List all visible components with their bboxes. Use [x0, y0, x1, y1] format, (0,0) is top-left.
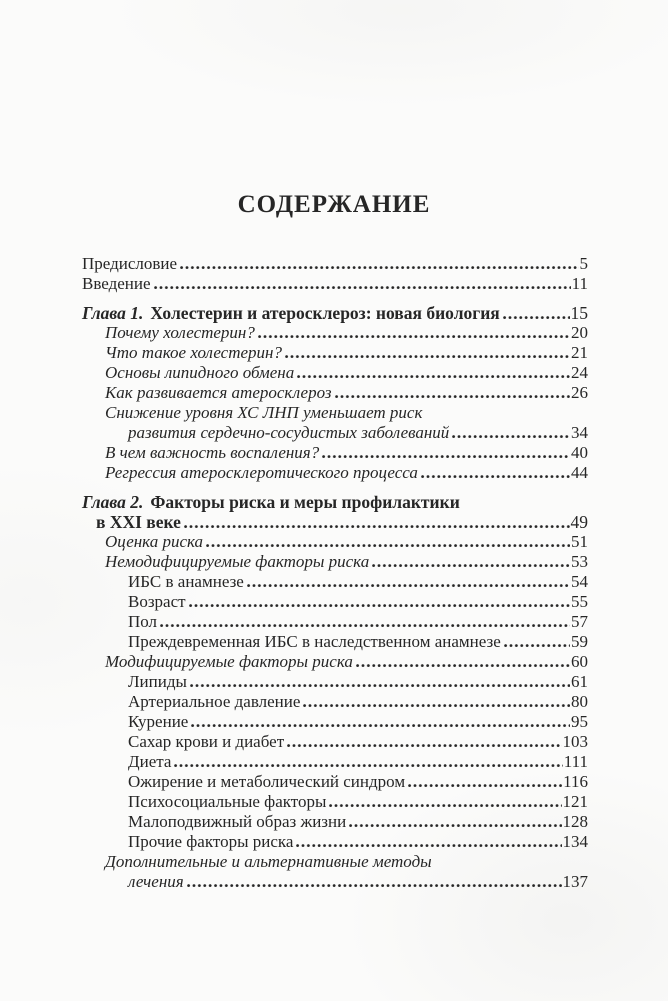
chapter-prefix: Глава 1. — [82, 303, 144, 323]
toc-entry — [82, 632, 588, 652]
page-number: 57 — [571, 612, 588, 631]
toc-row — [82, 463, 588, 483]
toc-row — [82, 512, 588, 532]
toc-row — [82, 423, 588, 443]
toc-row — [82, 303, 588, 323]
toc-row — [82, 752, 588, 772]
toc-row — [82, 832, 588, 852]
page-number: 55 — [571, 592, 588, 611]
toc-list — [82, 254, 588, 892]
toc-row — [82, 492, 588, 512]
entry-title: лечения — [128, 872, 184, 891]
dot-leader — [191, 723, 570, 727]
toc-row — [82, 532, 588, 552]
toc-row — [82, 692, 588, 712]
dot-leader — [187, 883, 562, 887]
toc-entry — [82, 612, 588, 632]
toc-entry — [82, 443, 588, 463]
toc-entry — [82, 383, 588, 403]
page-number: 54 — [571, 572, 588, 591]
entry-title: Основы липидного обмена — [105, 363, 295, 382]
toc-row — [82, 632, 588, 652]
toc-row — [82, 443, 588, 463]
toc-row — [82, 672, 588, 692]
chapter-prefix: Глава 2. — [82, 492, 144, 512]
toc-entry — [82, 403, 588, 443]
dot-leader — [160, 623, 570, 627]
entry-title: Артериальное давление — [128, 692, 301, 711]
toc-entry — [82, 592, 588, 612]
dot-leader — [335, 394, 570, 398]
toc-chapter-entry — [82, 492, 588, 532]
toc-entry — [82, 772, 588, 792]
dot-leader — [247, 583, 570, 587]
page-number: 95 — [571, 712, 588, 731]
dot-leader — [452, 434, 570, 438]
entry-title: В чем важность воспаления? — [105, 443, 320, 462]
dot-leader — [296, 843, 561, 847]
toc-entry — [82, 274, 588, 294]
dot-leader — [322, 454, 570, 458]
toc-row — [82, 592, 588, 612]
entry-title: в XXI веке — [96, 512, 181, 532]
entry-title: развития сердечно-сосудистых заболеваний — [128, 423, 450, 442]
entry-title: Факторы риска и меры профилактики — [150, 492, 460, 512]
toc-entry — [82, 572, 588, 592]
entry-title: Курение — [128, 712, 189, 731]
page-number: 128 — [562, 812, 588, 831]
entry-title: Пол — [128, 612, 158, 631]
entry-title: Снижение уровня ХС ЛНП уменьшает риск — [105, 403, 423, 422]
entry-title: Ожирение и метаболический синдром — [128, 772, 406, 791]
page-number: 24 — [571, 363, 588, 382]
dot-leader — [504, 643, 570, 647]
page-number: 26 — [571, 383, 588, 402]
toc-entry — [82, 712, 588, 732]
toc-row — [82, 363, 588, 383]
toc-entry — [82, 852, 588, 892]
page-number: 11 — [571, 274, 588, 293]
toc-row — [82, 403, 588, 423]
toc-row — [82, 712, 588, 732]
dot-leader — [408, 783, 562, 787]
page-number: 121 — [562, 792, 588, 811]
entry-title: Регрессия атеросклеротического процесса — [105, 463, 418, 482]
dot-leader — [303, 703, 570, 707]
entry-title: Немодифицируемые факторы риска — [105, 552, 370, 571]
dot-leader — [174, 763, 562, 767]
dot-leader — [421, 474, 570, 478]
toc-entry — [82, 692, 588, 712]
entry-title: Малоподвижный образ жизни — [128, 812, 347, 831]
dot-leader — [189, 603, 570, 607]
page-number: 49 — [570, 512, 588, 532]
entry-title: Преждевременная ИБС в наследственном анамнезе — [128, 632, 501, 651]
dot-leader — [297, 374, 570, 378]
page-number: 5 — [579, 254, 588, 273]
toc-row — [82, 552, 588, 572]
page-number: 15 — [570, 303, 588, 323]
entry-title: Оценка риска — [105, 532, 204, 551]
page-number: 103 — [562, 732, 588, 751]
dot-leader — [180, 265, 578, 269]
dot-leader — [356, 663, 570, 667]
dot-leader — [190, 683, 570, 687]
toc-row — [82, 254, 588, 274]
toc-entry — [82, 254, 588, 274]
page-number: 111 — [563, 752, 588, 771]
toc-row — [82, 572, 588, 592]
toc-entry — [82, 463, 588, 483]
toc-entry — [82, 363, 588, 383]
page-number: 61 — [571, 672, 588, 691]
toc-row — [82, 812, 588, 832]
toc-entry — [82, 323, 588, 343]
page-number: 51 — [571, 532, 588, 551]
dot-leader — [285, 354, 570, 358]
page-number: 116 — [563, 772, 588, 791]
dot-leader — [258, 334, 570, 338]
page-number: 59 — [571, 632, 588, 651]
entry-title: Липиды — [128, 672, 187, 691]
toc-row — [82, 792, 588, 812]
toc-entry — [82, 343, 588, 363]
entry-title: ИБС в анамнезе — [128, 572, 244, 591]
page-number: 40 — [571, 443, 588, 462]
page-number: 134 — [562, 832, 588, 851]
toc-row — [82, 323, 588, 343]
entry-title: Возраст — [128, 592, 186, 611]
toc-row — [82, 383, 588, 403]
toc-entry — [82, 832, 588, 852]
entry-title: Холестерин и атеросклероз: новая биология — [150, 303, 500, 323]
dot-leader — [372, 563, 570, 567]
entry-title: Как развивается атеросклероз — [105, 383, 332, 402]
toc-entry — [82, 752, 588, 772]
toc-entry — [82, 792, 588, 812]
page-number: 21 — [571, 343, 588, 362]
entry-title: Предисловие — [82, 254, 178, 273]
entry-title: Диета — [128, 752, 172, 771]
page-number: 60 — [571, 652, 588, 671]
toc-row — [82, 772, 588, 792]
page-number: 44 — [571, 463, 588, 482]
toc-entry — [82, 732, 588, 752]
entry-title: Что такое холестерин? — [105, 343, 282, 362]
toc-entry — [82, 812, 588, 832]
dot-leader — [503, 315, 570, 319]
dot-leader — [329, 803, 561, 807]
dot-leader — [287, 743, 561, 747]
entry-title: Почему холестерин? — [105, 323, 255, 342]
toc-chapter-entry — [82, 303, 588, 323]
toc-entry — [82, 552, 588, 572]
toc-row — [82, 732, 588, 752]
dot-leader — [349, 823, 561, 827]
dot-leader — [184, 524, 570, 528]
page-title: СОДЕРЖАНИЕ — [237, 191, 431, 218]
page-number: 80 — [571, 692, 588, 711]
page-number: 53 — [571, 552, 588, 571]
dot-leader — [206, 543, 570, 547]
toc-row — [82, 274, 588, 294]
toc-row — [82, 343, 588, 363]
toc-row — [82, 612, 588, 632]
entry-title: Прочие факторы риска — [128, 832, 294, 851]
toc-row — [82, 652, 588, 672]
entry-title: Модифицируемые факторы риска — [105, 652, 353, 671]
entry-title: Сахар крови и диабет — [128, 732, 285, 751]
toc-row — [82, 872, 588, 892]
page-number: 20 — [571, 323, 588, 342]
toc-row — [82, 852, 588, 872]
page-number: 34 — [571, 423, 588, 442]
dot-leader — [154, 285, 571, 289]
toc-entry — [82, 652, 588, 672]
entry-title: Введение — [82, 274, 151, 293]
entry-title: Психосоциальные факторы — [128, 792, 327, 811]
toc-entry — [82, 672, 588, 692]
toc-entry — [82, 532, 588, 552]
page-number: 137 — [562, 872, 588, 891]
entry-title: Дополнительные и альтернативные методы — [105, 852, 432, 871]
